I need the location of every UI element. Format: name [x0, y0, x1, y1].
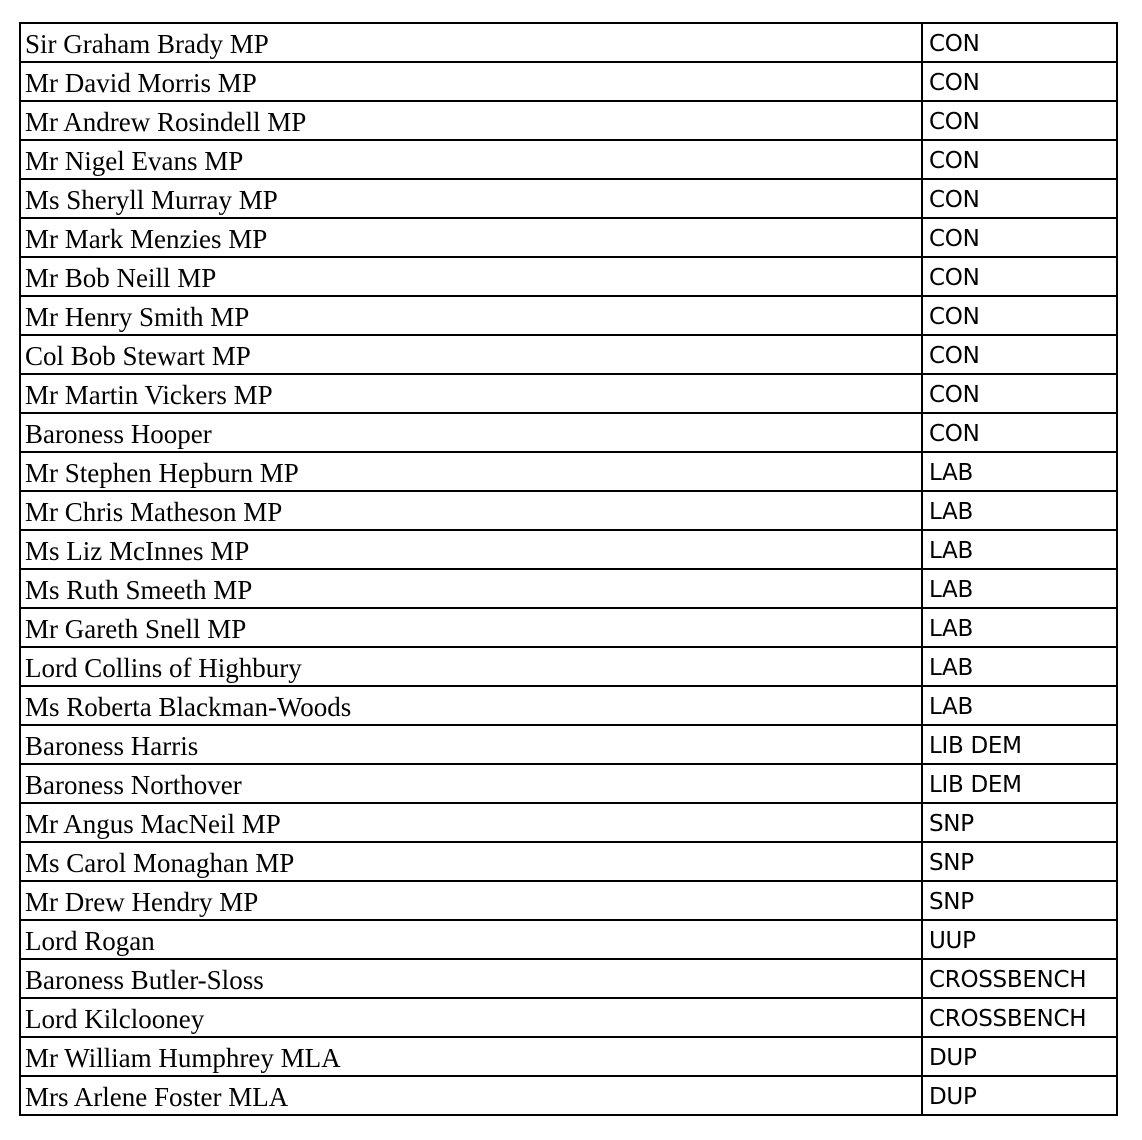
- table-row: [20, 959, 1117, 998]
- member-name-cell: Lord Kilclooney: [20, 998, 922, 1037]
- member-name-cell: Mr David Morris MP: [20, 62, 922, 101]
- member-name-cell: Baroness Butler-Sloss: [20, 959, 922, 998]
- member-name-cell: Mr Gareth Snell MP: [20, 608, 922, 647]
- party-cell: LIB DEM: [922, 725, 1117, 764]
- table-row: [20, 725, 1117, 764]
- party-cell: CON: [922, 101, 1117, 140]
- table-row: [20, 140, 1117, 179]
- table-row: [20, 335, 1117, 374]
- member-name-cell: Baroness Hooper: [20, 413, 922, 452]
- party-cell: DUP: [922, 1076, 1117, 1115]
- table-row: [20, 803, 1117, 842]
- table-row: [20, 998, 1117, 1037]
- party-cell: CROSSBENCH: [922, 998, 1117, 1037]
- table-row: [20, 1037, 1117, 1076]
- party-cell: LIB DEM: [922, 764, 1117, 803]
- table-row: [20, 491, 1117, 530]
- party-cell: CON: [922, 413, 1117, 452]
- party-cell: CON: [922, 218, 1117, 257]
- table-row: [20, 1076, 1117, 1115]
- table-row: [20, 218, 1117, 257]
- member-name-cell: Col Bob Stewart MP: [20, 335, 922, 374]
- table-row: [20, 647, 1117, 686]
- party-cell: LAB: [922, 452, 1117, 491]
- table-row: [20, 608, 1117, 647]
- member-name-cell: Mr Stephen Hepburn MP: [20, 452, 922, 491]
- party-cell: CON: [922, 257, 1117, 296]
- member-name-cell: Ms Carol Monaghan MP: [20, 842, 922, 881]
- member-name-cell: Ms Ruth Smeeth MP: [20, 569, 922, 608]
- member-name-cell: Mr Bob Neill MP: [20, 257, 922, 296]
- party-cell: CON: [922, 296, 1117, 335]
- party-cell: LAB: [922, 491, 1117, 530]
- table-row: [20, 179, 1117, 218]
- party-cell: CON: [922, 179, 1117, 218]
- table-row: [20, 764, 1117, 803]
- party-cell: CON: [922, 62, 1117, 101]
- member-name-cell: Ms Sheryll Murray MP: [20, 179, 922, 218]
- table-row: [20, 257, 1117, 296]
- party-cell: SNP: [922, 881, 1117, 920]
- table-row: [20, 62, 1117, 101]
- party-cell: CON: [922, 335, 1117, 374]
- table-row: [20, 374, 1117, 413]
- party-cell: CON: [922, 23, 1117, 62]
- table-row: [20, 101, 1117, 140]
- member-name-cell: Lord Collins of Highbury: [20, 647, 922, 686]
- table-row: [20, 881, 1117, 920]
- member-name-cell: Mr William Humphrey MLA: [20, 1037, 922, 1076]
- member-name-cell: Mr Andrew Rosindell MP: [20, 101, 922, 140]
- member-name-cell: Mr Henry Smith MP: [20, 296, 922, 335]
- party-cell: CON: [922, 374, 1117, 413]
- member-name-cell: Mr Mark Menzies MP: [20, 218, 922, 257]
- party-cell: DUP: [922, 1037, 1117, 1076]
- table-row: [20, 686, 1117, 725]
- table-row: [20, 296, 1117, 335]
- member-name-cell: Mr Martin Vickers MP: [20, 374, 922, 413]
- member-name-cell: Lord Rogan: [20, 920, 922, 959]
- member-name-cell: Ms Roberta Blackman-Woods: [20, 686, 922, 725]
- member-name-cell: Mrs Arlene Foster MLA: [20, 1076, 922, 1115]
- member-name-cell: Baroness Harris: [20, 725, 922, 764]
- table-row: [20, 413, 1117, 452]
- party-cell: SNP: [922, 803, 1117, 842]
- member-name-cell: Ms Liz McInnes MP: [20, 530, 922, 569]
- party-cell: LAB: [922, 647, 1117, 686]
- members-party-table: [19, 22, 1118, 1116]
- party-cell: SNP: [922, 842, 1117, 881]
- table-row: [20, 452, 1117, 491]
- table-row: [20, 23, 1117, 62]
- party-cell: LAB: [922, 686, 1117, 725]
- party-cell: CON: [922, 140, 1117, 179]
- party-cell: CROSSBENCH: [922, 959, 1117, 998]
- table-row: [20, 530, 1117, 569]
- member-name-cell: Mr Angus MacNeil MP: [20, 803, 922, 842]
- table-row: [20, 842, 1117, 881]
- party-cell: LAB: [922, 569, 1117, 608]
- member-name-cell: Mr Nigel Evans MP: [20, 140, 922, 179]
- party-cell: LAB: [922, 608, 1117, 647]
- table-row: [20, 569, 1117, 608]
- table-body: [20, 23, 1117, 1115]
- table-row: [20, 920, 1117, 959]
- member-name-cell: Sir Graham Brady MP: [20, 23, 922, 62]
- party-cell: UUP: [922, 920, 1117, 959]
- member-name-cell: Baroness Northover: [20, 764, 922, 803]
- member-name-cell: Mr Chris Matheson MP: [20, 491, 922, 530]
- party-cell: LAB: [922, 530, 1117, 569]
- member-name-cell: Mr Drew Hendry MP: [20, 881, 922, 920]
